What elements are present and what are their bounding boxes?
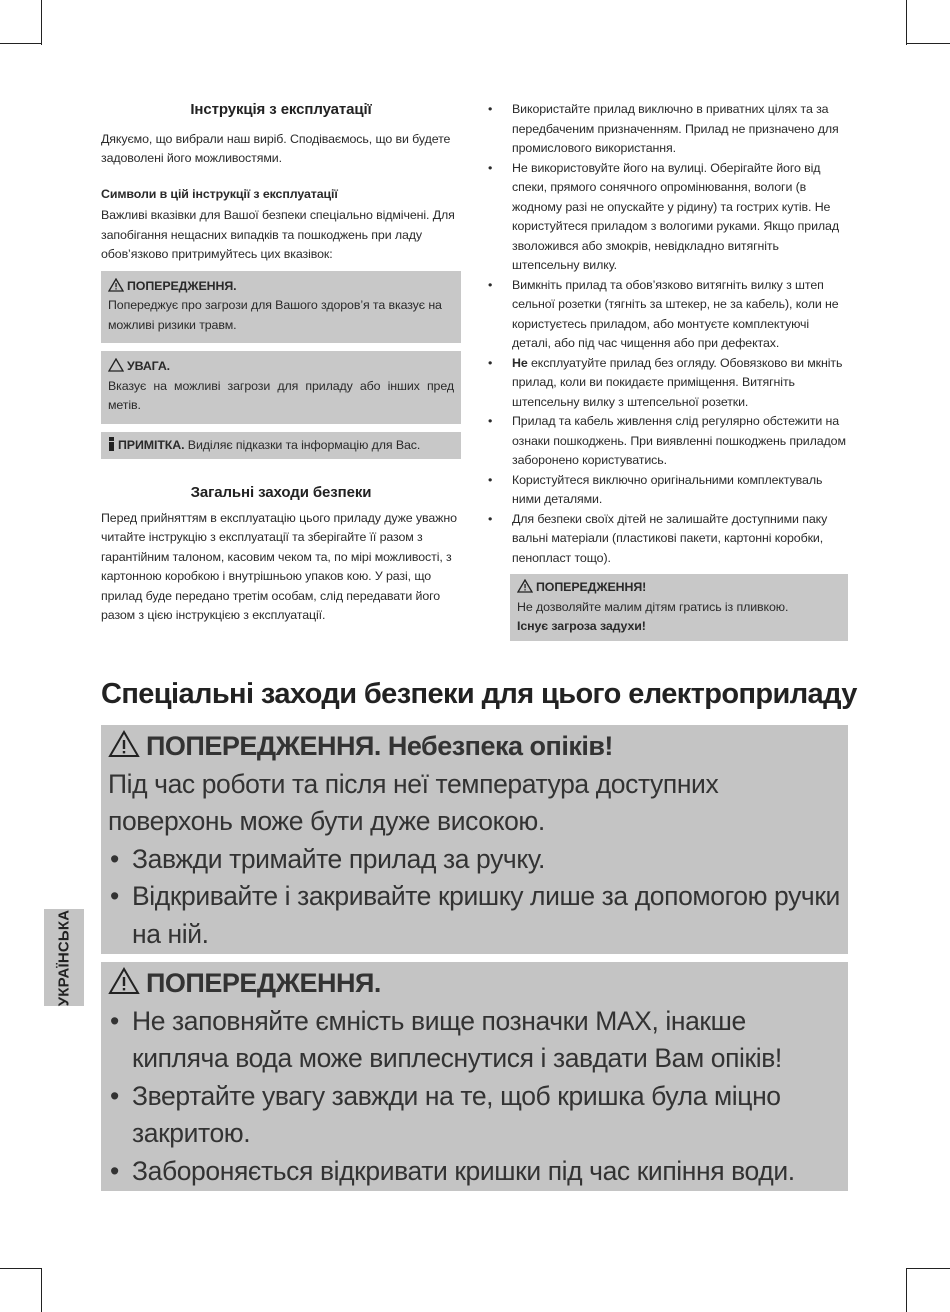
child-warning-bold: Існує загроза задухи! bbox=[517, 619, 646, 633]
list-item: • Завжди тримайте прилад за ручку. bbox=[108, 841, 841, 879]
language-tab-label: УКРАЇНСЬКА bbox=[55, 909, 73, 1006]
list-item: • Вимкніть прилад та обов’язково витягніть вилку з штеп сельної розетки (тягніть за штекер, не за кабель), коли не користуєтесь приладом, або монтуєте комплектуючі деталі, або під час чищення або при дефектах. bbox=[488, 276, 848, 354]
burn-warning-text: Під час роботи та після неї температура доступних поверхонь може бути дуже високою. bbox=[108, 768, 719, 836]
warning-triangle-icon bbox=[517, 579, 533, 593]
list-item: • Звертайте увагу завжди на те, щоб кришка була міцно закритою. bbox=[108, 1078, 841, 1153]
crop-mark bbox=[906, 43, 950, 44]
warning-box bbox=[101, 271, 461, 344]
child-warning-title: ПОПЕРЕДЖЕННЯ! bbox=[536, 580, 647, 594]
list-item: • Не використовуйте його на вулиці. Оберігайте його від спеки, прямого сонячного опромінювання, вологи (в жодному разі не опускайте у рідину) та гострих кутів. Не користуйтеся приладом з вологими руками. Якщо прилад зволожився або змокрів, невідкладно витягніть штепсельну вилку. bbox=[488, 159, 848, 276]
crop-mark bbox=[906, 1268, 950, 1269]
special-safety-title: Спеціальні заходи безпеки для цього електроприладу bbox=[101, 678, 857, 710]
language-tab bbox=[44, 909, 84, 1006]
max-warning-box bbox=[101, 962, 848, 1191]
warning-triangle-icon bbox=[108, 730, 140, 758]
burn-warning-box bbox=[101, 725, 848, 954]
list-item: • Для безпеки своїх дітей не залишайте доступними паку вальні матеріали (пластикові пакети, картонні коробки, пенопласт тощо). bbox=[488, 510, 848, 569]
max-warning-title: ПОПЕРЕДЖЕННЯ. bbox=[146, 968, 381, 998]
safety-list bbox=[488, 100, 848, 568]
warning-triangle-icon bbox=[108, 278, 124, 292]
note-title: ПРИМІТКА. bbox=[118, 437, 185, 452]
general-safety-text: Перед прийняттям в експлуатацію цього приладу дуже уважно читайте інструкцію з експлуатації та зберігайте її разом з гарантійним талоном, касовим чеком та, по мірі можливості, з картонною коробкою і внутрішньою упаков кою. У разі, що прилад буде передано третім особам, слід передавати його разом з цією інструкцією з експлуатації. bbox=[101, 510, 457, 622]
list-item: • Використайте прилад виключно в приватних цілях та за передбаченим призначенням. Прилад не призначено для промислового використання. bbox=[488, 100, 848, 159]
list-item: • Не заповняйте ємність вище позначки MAX, інакше кипляча вода може виплеснутися і завдати Вам опіків! bbox=[108, 1003, 841, 1078]
instructions-heading: Інструкція з експлуатації bbox=[190, 101, 372, 118]
warning-triangle-icon bbox=[108, 358, 124, 372]
left-column bbox=[101, 100, 461, 626]
symbols-heading: Символи в цій інструкції з експлуатації bbox=[101, 186, 338, 201]
max-warning-list bbox=[108, 1003, 841, 1191]
caution-box bbox=[101, 351, 461, 424]
warning-triangle-icon bbox=[108, 967, 140, 995]
warning-text: Попереджує про загрози для Вашого здоров’я та вказує на можливі ризики травм. bbox=[108, 298, 442, 332]
list-item-text: експлуатуйте прилад без огляду. Обовязково ви мкніть прилад, коли ви покидаєте приміщення. Витягніть штепсельну вилку з штепсельної розетки. bbox=[512, 355, 843, 409]
right-column bbox=[488, 100, 848, 641]
crop-mark bbox=[0, 1268, 42, 1269]
list-item-bold: Не bbox=[512, 355, 528, 370]
crop-mark bbox=[0, 43, 42, 44]
crop-mark bbox=[906, 1268, 907, 1312]
list-item: • Користуйтеся виключно оригінальними комплектуваль ними деталями. bbox=[488, 471, 848, 510]
intro-text: Дякуємо, що вибрали наш виріб. Сподіваємось, що ви будете задоволені його можливостями. bbox=[101, 131, 451, 165]
general-safety-heading: Загальні заходи безпеки bbox=[190, 484, 372, 501]
burn-warning-title: ПОПЕРЕДЖЕННЯ. Небезпека опіків! bbox=[146, 731, 613, 761]
crop-mark bbox=[41, 1268, 42, 1312]
note-box bbox=[101, 432, 461, 460]
list-item: • Прилад та кабель живлення слід регулярно обстежити на ознаки пошкоджень. При виявленні пошкоджень приладом заборонено користуватись. bbox=[488, 412, 848, 471]
caution-text: Вказує на можливі загрози для приладу або інших пред метів. bbox=[108, 378, 454, 412]
child-warning-text: Не дозволяйте малим дітям гратись із пливкою. bbox=[517, 599, 789, 614]
list-item: • Забороняється відкривати кришки під час кипіння води. bbox=[108, 1153, 841, 1191]
burn-warning-list bbox=[108, 841, 841, 954]
symbols-text: Важливі вказівки для Вашої безпеки спеціально відмічені. Для запобігання нещасних випадків та пошкоджень при ладу обов’язково притримуйтесь цих вказівок: bbox=[101, 208, 455, 261]
list-item: • Відкривайте і закривайте кришку лише за допомогою ручки на ній. bbox=[108, 878, 841, 953]
info-icon bbox=[108, 437, 115, 451]
crop-mark bbox=[906, 0, 907, 45]
note-text: Виділяє підказки та інформацію для Вас. bbox=[184, 437, 421, 452]
crop-mark bbox=[41, 0, 42, 45]
child-warning-box bbox=[510, 574, 848, 641]
warning-title: ПОПЕРЕДЖЕННЯ. bbox=[127, 278, 237, 293]
caution-title: УВАГА. bbox=[127, 359, 171, 373]
list-item bbox=[488, 354, 848, 413]
